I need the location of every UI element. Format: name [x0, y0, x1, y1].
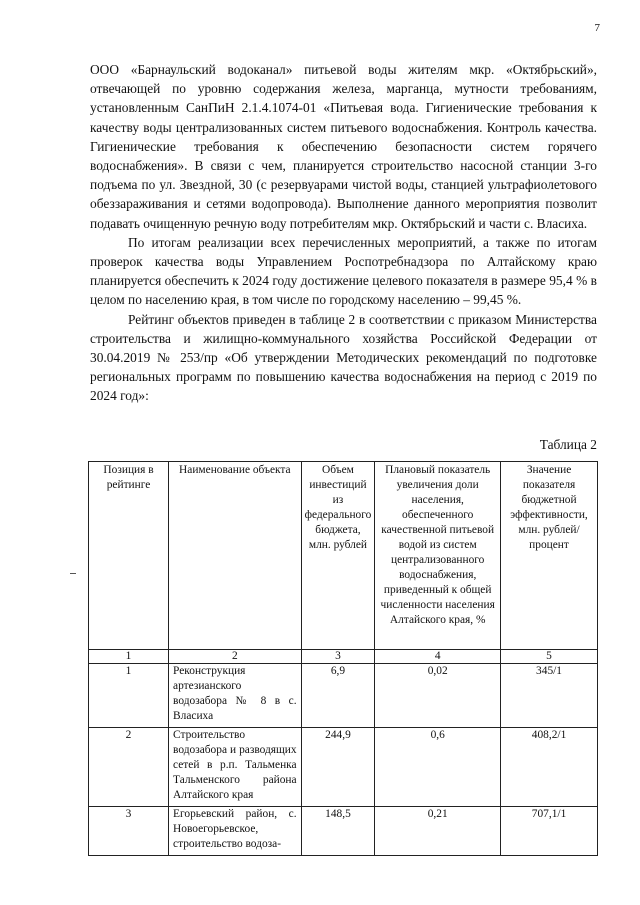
- header-investment: Объем инвестиций из федерального бюджета, млн. рублей: [301, 462, 375, 650]
- header-efficiency: Значение показателя бюджетной эффективности, млн. рублей/процент: [501, 462, 598, 650]
- column-number-row: [89, 650, 598, 664]
- row-efficiency: 345/1: [501, 664, 598, 728]
- row-efficiency: 408,2/1: [501, 728, 598, 807]
- row-position: 2: [89, 728, 169, 807]
- row-position: 1: [89, 664, 169, 728]
- paragraph-2: По итогам реализации всех перечисленных мероприятий, а также по итогам проверок качества воды Управлением Роспотребнадзора по Алтайскому краю планируется обеспечить к 2024 году достижение целевого показателя в размере 95,4 % в целом по населению края, в том числе по городскому населению – 99,45 %.: [90, 234, 597, 308]
- row-share: 0,21: [375, 807, 501, 856]
- table-label: Таблица 2: [539, 437, 597, 452]
- margin-mark: [70, 573, 76, 574]
- header-position: Позиция в рейтинге: [89, 462, 169, 650]
- row-efficiency: 707,1/1: [501, 807, 598, 856]
- row-object-name: Реконструкция артезианского водозабора № 8 в с. Власиха: [169, 664, 302, 728]
- table-row: [89, 664, 598, 728]
- row-object-name: Строительство водозабора и разводящих сетей в р.п. Тальменка Тальменского района Алтайского края: [169, 728, 302, 807]
- column-number: 4: [375, 650, 501, 664]
- rating-table: [88, 461, 598, 856]
- header-share: Плановый показатель увеличения доли населения, обеспеченного качественной питьевой водой из систем централизованного водоснабжения, приведенный к общей численности населения Алтайского края, %: [375, 462, 501, 650]
- paragraph-1: ООО «Барнаульский водоканал» питьевой воды жителям мкр. «Октябрьский», отвечающей по уровню содержания железа, марганца, мутности требованиям, установленным СанПиН 2.1.4.1074-01 «Питьевая вода. Гигиенические требования к качеству воды централизованных систем питьевого водоснабжения. Контроль качества. Гигиенические требования к обеспечению безопасности систем горячего водоснабжения». В связи с чем, планируется строительство насосной станции 3-го подъема по ул. Звездной, 30 (с резервуарами чистой воды, станцией ультрафиолетового обеззараживания и сетями водопровода). Выполнение данного мероприятия позволит подавать очищенную речную воду потребителям мкр. Октябрьский и части с. Власиха.: [90, 62, 597, 231]
- row-object-name: Егорьевский район, с. Новоегорьевское, строительство водоза-: [169, 807, 302, 856]
- column-number: 3: [301, 650, 375, 664]
- body-text: [90, 60, 597, 406]
- row-position: 3: [89, 807, 169, 856]
- table-row: [89, 728, 598, 807]
- header-name: Наименование объекта: [169, 462, 302, 650]
- column-number: 2: [169, 650, 302, 664]
- table-header-row: [89, 462, 598, 650]
- row-share: 0,6: [375, 728, 501, 807]
- row-investment: 244,9: [301, 728, 375, 807]
- table-row: [89, 807, 598, 856]
- column-number: 5: [501, 650, 598, 664]
- row-share: 0,02: [375, 664, 501, 728]
- row-investment: 148,5: [301, 807, 375, 856]
- row-investment: 6,9: [301, 664, 375, 728]
- paragraph-3: Рейтинг объектов приведен в таблице 2 в соответствии с приказом Министерства строительства и жилищно-коммунального хозяйства Российской Федерации от 30.04.2019 № 253/пр «Об утверждении Методических рекомендаций по подготовке региональных программ по повышению качества водоснабжения на период с 2019 по 2024 год»:: [90, 311, 597, 404]
- column-number: 1: [89, 650, 169, 664]
- page-number: 7: [594, 22, 600, 34]
